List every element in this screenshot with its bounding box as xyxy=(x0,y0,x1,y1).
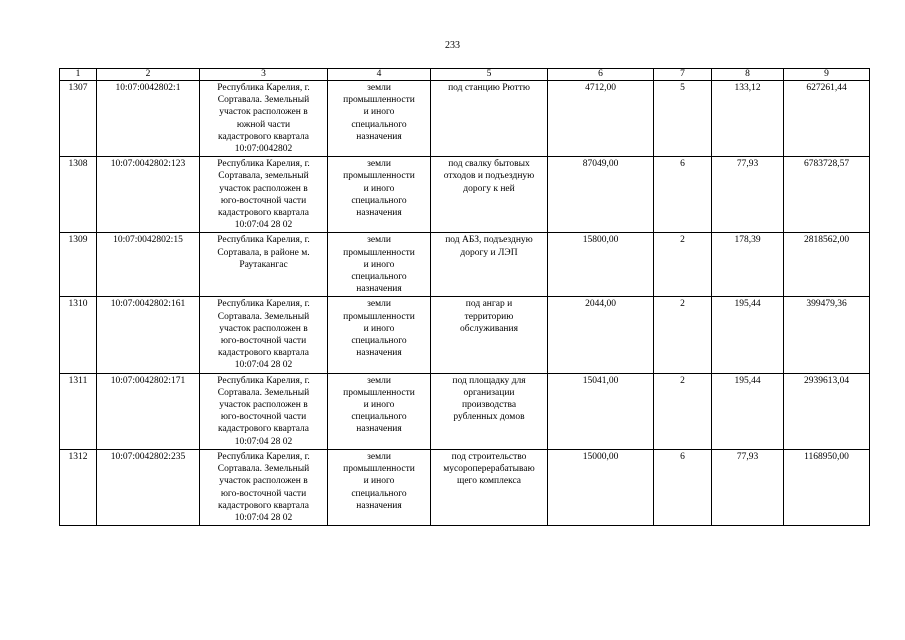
location-cell-line: юго-восточной части xyxy=(220,488,307,499)
land-category-cell-line: и иного xyxy=(363,323,395,334)
permitted-use-cell-line: под площадку для xyxy=(452,375,526,386)
row-number-cell: 1310 xyxy=(60,297,97,373)
location-cell-line: участок расположен в xyxy=(219,323,308,334)
land-category-cell-line: промышленности xyxy=(343,387,415,398)
location-cell-line: 10:07:04 28 02 xyxy=(234,512,293,523)
permitted-use-cell-line: под строительство xyxy=(451,451,527,462)
location-cell-line: участок расположен в xyxy=(219,183,308,194)
column-7-cell: 6 xyxy=(654,157,712,233)
land-category-cell-line: назначения xyxy=(356,500,402,511)
column-header: 7 xyxy=(654,69,712,81)
area-cell: 15800,00 xyxy=(548,233,654,297)
location-cell xyxy=(200,81,328,157)
land-category-cell-line: специального xyxy=(351,488,407,499)
cadastral-number-cell: 10:07:0042802:171 xyxy=(97,373,200,449)
permitted-use-cell-line: отходов и подъездную xyxy=(443,171,535,182)
location-cell-line: Республика Карелия, г. xyxy=(217,299,310,310)
area-cell: 4712,00 xyxy=(548,81,654,157)
location-cell-line: 10:07:04 28 02 xyxy=(234,436,293,447)
location-cell-line: Республика Карелия, г. xyxy=(217,83,310,93)
table-row xyxy=(60,233,870,297)
cadastral-number-cell: 10:07:0042802:15 xyxy=(97,233,200,297)
column-9-cell: 399479,36 xyxy=(784,297,870,373)
land-category-cell-line: промышленности xyxy=(343,464,415,475)
column-7-cell: 6 xyxy=(654,449,712,525)
location-cell-line: кадастрового квартала xyxy=(217,348,310,359)
land-category-cell-line: земли xyxy=(367,235,391,246)
location-cell-line: 10:07:04 28 02 xyxy=(234,360,293,371)
land-category-cell-line: назначения xyxy=(356,348,402,359)
location-cell-line: юго-восточной части xyxy=(220,412,307,423)
land-category-cell-line: земли xyxy=(367,451,391,462)
location-cell xyxy=(200,449,328,525)
land-category-cell-line: и иного xyxy=(363,400,395,411)
land-category-cell-line: назначения xyxy=(356,424,402,435)
location-cell-line: Сортавала. Земельный xyxy=(217,387,310,398)
permitted-use-cell-line: обслуживания xyxy=(460,323,518,334)
location-cell-line: Сортавала. Земельный xyxy=(217,464,310,475)
land-category-cell-line: земли xyxy=(367,159,391,170)
column-7-cell: 2 xyxy=(654,297,712,373)
land-category-cell-line: специального xyxy=(351,119,407,130)
location-cell-line: кадастрового квартала xyxy=(217,500,310,511)
permitted-use-cell-line: дорогу к ней xyxy=(463,183,515,194)
column-8-cell: 77,93 xyxy=(712,157,784,233)
column-header: 3 xyxy=(200,69,328,81)
land-category-cell-line: назначения xyxy=(356,131,402,142)
land-category-cell-line: промышленности xyxy=(343,311,415,322)
location-cell-line: участок расположен в xyxy=(219,107,308,118)
table-row xyxy=(60,157,870,233)
land-category-cell xyxy=(328,233,431,297)
permitted-use-cell-line: территорию xyxy=(464,311,514,322)
row-number-cell: 1311 xyxy=(60,373,97,449)
permitted-use-cell-line: под ангар и xyxy=(465,299,513,310)
column-header: 8 xyxy=(712,69,784,81)
land-category-cell xyxy=(328,449,431,525)
permitted-use-cell xyxy=(431,157,548,233)
column-header: 1 xyxy=(60,69,97,81)
land-category-cell-line: промышленности xyxy=(343,95,415,106)
column-9-cell: 2939613,04 xyxy=(784,373,870,449)
column-8-cell: 178,39 xyxy=(712,233,784,297)
land-category-cell-line: специального xyxy=(351,195,407,206)
column-9-cell: 627261,44 xyxy=(784,81,870,157)
permitted-use-cell-line: рубленных домов xyxy=(453,412,525,423)
land-category-cell-line: земли xyxy=(367,375,391,386)
column-header: 5 xyxy=(431,69,548,81)
location-cell-line: Республика Карелия, г. xyxy=(217,451,310,462)
location-cell-line: 10:07:0042802 xyxy=(234,144,293,155)
permitted-use-cell xyxy=(431,233,548,297)
column-9-cell: 6783728,57 xyxy=(784,157,870,233)
area-cell: 2044,00 xyxy=(548,297,654,373)
location-cell-line: Республика Карелия, г. xyxy=(217,375,310,386)
location-cell-line: кадастрового квартала xyxy=(217,131,310,142)
row-number-cell: 1308 xyxy=(60,157,97,233)
area-cell: 15041,00 xyxy=(548,373,654,449)
land-category-cell xyxy=(328,157,431,233)
location-cell-line: Сортавала, в районе м. xyxy=(217,247,310,258)
column-7-cell: 2 xyxy=(654,373,712,449)
permitted-use-cell-line: под АБЗ, подъездную xyxy=(445,235,533,246)
column-header: 9 xyxy=(784,69,870,81)
location-cell xyxy=(200,373,328,449)
column-8-cell: 195,44 xyxy=(712,373,784,449)
column-7-cell: 2 xyxy=(654,233,712,297)
permitted-use-cell xyxy=(431,297,548,373)
land-category-cell-line: и иного xyxy=(363,259,395,270)
land-category-cell-line: специального xyxy=(351,272,407,283)
land-category-cell xyxy=(328,81,431,157)
location-cell-line: участок расположен в xyxy=(219,476,308,487)
location-cell xyxy=(200,297,328,373)
location-cell-line: Сортавала. Земельный xyxy=(217,311,310,322)
location-cell-line: Республика Карелия, г. xyxy=(217,159,310,170)
area-cell: 15000,00 xyxy=(548,449,654,525)
permitted-use-cell-line: производства xyxy=(461,400,517,411)
location-cell-line: кадастрового квартала xyxy=(217,208,310,219)
permitted-use-cell-line: под свалку бытовых xyxy=(448,159,530,170)
land-category-cell-line: земли xyxy=(367,299,391,310)
row-number-cell: 1307 xyxy=(60,81,97,157)
land-category-cell-line: промышленности xyxy=(343,171,415,182)
land-category-cell-line: и иного xyxy=(363,107,395,118)
land-category-cell-line: специального xyxy=(351,412,407,423)
location-cell-line: участок расположен в xyxy=(219,400,308,411)
location-cell-line: Сортавала, земельный xyxy=(218,171,309,182)
land-category-cell xyxy=(328,297,431,373)
location-cell-line: юго-восточной части xyxy=(220,336,307,347)
column-header: 2 xyxy=(97,69,200,81)
row-number-cell: 1309 xyxy=(60,233,97,297)
column-header: 6 xyxy=(548,69,654,81)
location-cell-line: южной части xyxy=(236,119,291,130)
land-category-cell-line: и иного xyxy=(363,476,395,487)
location-cell xyxy=(200,157,328,233)
cadastral-number-cell: 10:07:0042802:1 xyxy=(97,81,200,157)
row-number-cell: 1312 xyxy=(60,449,97,525)
land-category-cell xyxy=(328,373,431,449)
table-row xyxy=(60,449,870,525)
land-category-cell-line: назначения xyxy=(356,208,402,219)
page-number: 233 xyxy=(445,40,460,51)
column-7-cell: 5 xyxy=(654,81,712,157)
table-row xyxy=(60,297,870,373)
header-row xyxy=(60,69,870,81)
land-category-cell-line: промышленности xyxy=(343,247,415,258)
column-8-cell: 77,93 xyxy=(712,449,784,525)
cadastral-number-cell: 10:07:0042802:123 xyxy=(97,157,200,233)
cadastral-number-cell: 10:07:0042802:235 xyxy=(97,449,200,525)
land-category-cell-line: и иного xyxy=(363,183,395,194)
land-category-cell-line: специального xyxy=(351,336,407,347)
land-category-cell-line: назначения xyxy=(356,284,402,295)
permitted-use-cell-line: под станцию Рюттю xyxy=(448,83,530,93)
permitted-use-cell xyxy=(431,81,548,157)
location-cell-line: Сортавала. Земельный xyxy=(217,95,310,106)
permitted-use-cell-line: мусороперерабатываю xyxy=(443,464,535,475)
permitted-use-cell xyxy=(431,373,548,449)
location-cell-line: 10:07:04 28 02 xyxy=(234,220,293,231)
location-cell-line: кадастрового квартала xyxy=(217,424,310,435)
land-registry-table xyxy=(59,68,870,526)
location-cell xyxy=(200,233,328,297)
permitted-use-cell-line: организации xyxy=(463,387,515,398)
location-cell-line: юго-восточной части xyxy=(220,195,307,206)
permitted-use-cell xyxy=(431,449,548,525)
permitted-use-cell-line: дорогу и ЛЭП xyxy=(460,247,518,258)
column-9-cell: 1168950,00 xyxy=(784,449,870,525)
location-cell-line: Республика Карелия, г. xyxy=(217,235,310,246)
location-cell-line: Раутакангас xyxy=(239,259,288,270)
column-8-cell: 195,44 xyxy=(712,297,784,373)
land-category-cell-line: земли xyxy=(367,83,391,93)
table-row xyxy=(60,81,870,157)
column-9-cell: 2818562,00 xyxy=(784,233,870,297)
table-row xyxy=(60,373,870,449)
column-8-cell: 133,12 xyxy=(712,81,784,157)
permitted-use-cell-line: щего комплекса xyxy=(457,476,521,487)
column-header: 4 xyxy=(328,69,431,81)
cadastral-number-cell: 10:07:0042802:161 xyxy=(97,297,200,373)
area-cell: 87049,00 xyxy=(548,157,654,233)
